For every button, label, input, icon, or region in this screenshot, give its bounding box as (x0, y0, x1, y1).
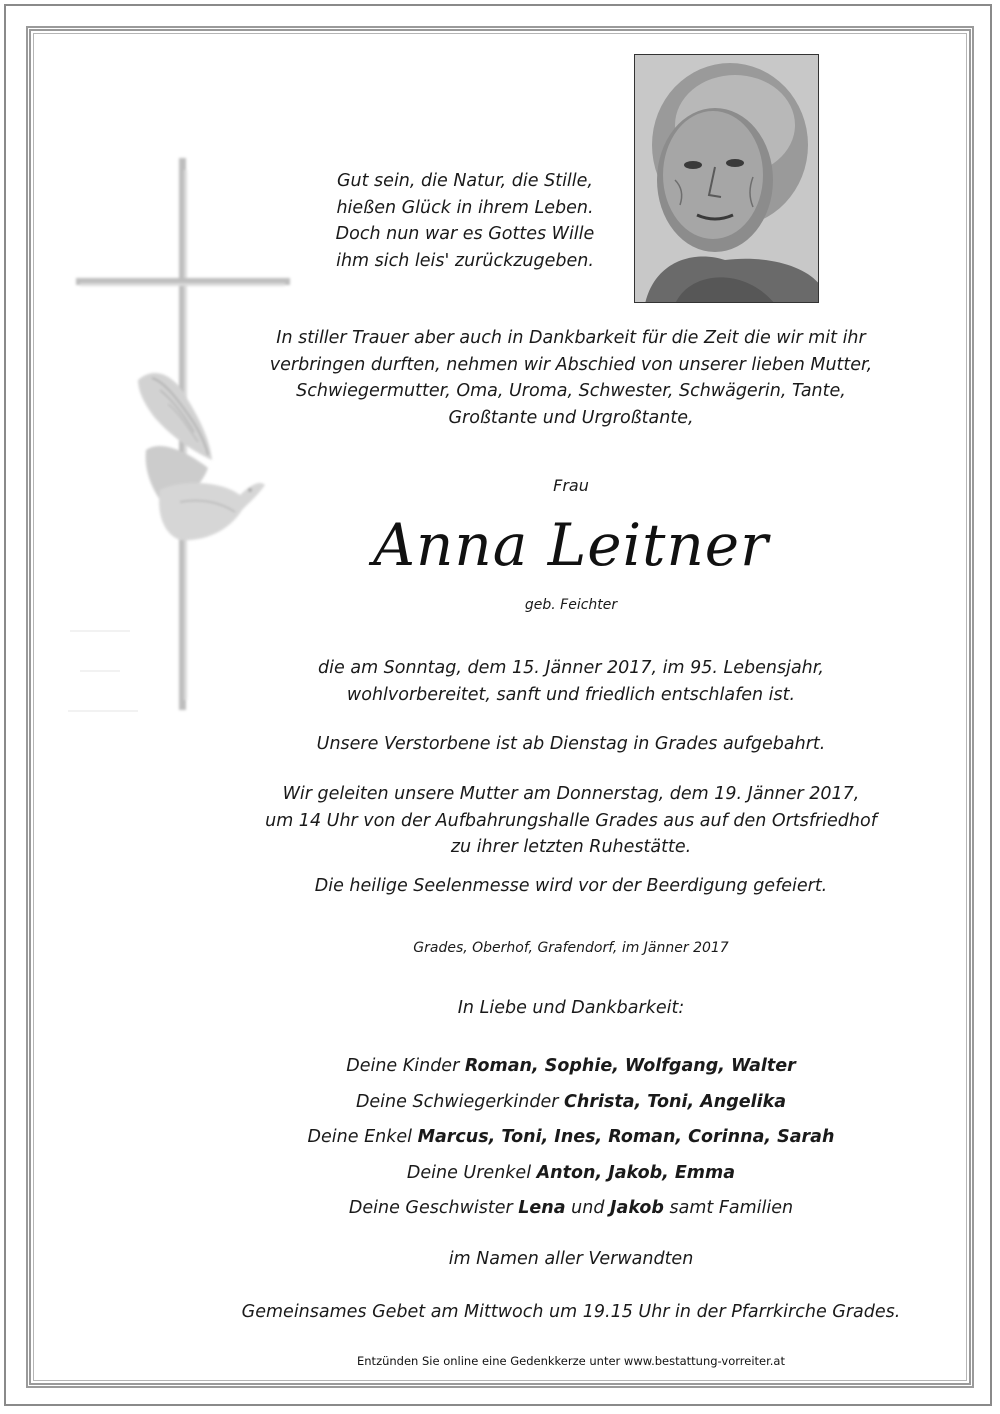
sibling-suffix: samt Familien (669, 1198, 794, 1218)
poem-line: ihm sich leis' zurückzugeben. (336, 250, 594, 271)
family-line-great-grandchildren (230, 1156, 912, 1192)
family-names: Roman, Sophie, Wolfgang, Walter (464, 1056, 796, 1076)
names-all-line: im Namen aller Verwandten (448, 1249, 694, 1269)
family-line-in-laws (230, 1085, 912, 1121)
love-line: In Liebe und Dankbarkeit: (457, 998, 685, 1018)
family-prefix: Deine Kinder (346, 1056, 460, 1076)
intro-line: Großtante und Urgroßtante, (448, 407, 694, 428)
place-date: Grades, Oberhof, Grafendorf, im Jänner 2017 (413, 940, 729, 956)
sibling-name: Lena (518, 1198, 566, 1218)
portrait-photo (634, 54, 819, 303)
family-list (230, 1049, 912, 1227)
intro-line: verbringen durften, nehmen wir Abschied von unserer lieben Mutter, (269, 354, 873, 375)
family-names: Marcus, Toni, Ines, Roman, Corinna, Sarah (417, 1127, 835, 1147)
intro-line: In stiller Trauer aber auch in Dankbarkeit für die Zeit die wir mit ihr (276, 328, 866, 348)
salutation: Frau (553, 476, 589, 495)
burial-line: zu ihrer letzten Ruhestätte. (450, 837, 692, 857)
poem-line: hießen Glück in ihrem Leben. (336, 197, 594, 218)
family-names: Christa, Toni, Angelika (564, 1091, 787, 1112)
online-candle-link[interactable]: Entzünden Sie online eine Gedenkkerze unter www.bestattung-vorreiter.at (357, 1354, 785, 1368)
family-line-grandchildren (230, 1120, 912, 1156)
sibling-name: Jakob (610, 1198, 664, 1218)
poem (330, 168, 600, 274)
burial-notice (230, 781, 912, 861)
family-line-siblings (230, 1191, 912, 1227)
family-prefix: Deine Enkel (307, 1127, 412, 1147)
laid-out-notice: Unsere Verstorbene ist ab Dienstag in Grades aufgebahrt. (316, 734, 826, 754)
family-names: Anton, Jakob, Emma (536, 1162, 736, 1183)
cross-with-praying-hands-icon (60, 150, 300, 730)
family-prefix: Deine Geschwister (348, 1198, 513, 1218)
poem-line: Gut sein, die Natur, die Stille, (336, 171, 593, 191)
deceased-name: Anna Leitner (373, 511, 769, 579)
intro-line: Schwiegermutter, Oma, Uroma, Schwester, Schwägerin, Tante, (296, 381, 846, 401)
death-notice (230, 655, 912, 708)
intro-paragraph (230, 325, 912, 431)
death-notice-line: wohlvorbereitet, sanft und friedlich entschlafen ist. (346, 684, 796, 705)
family-line-children (230, 1049, 912, 1085)
family-prefix: Deine Urenkel (406, 1162, 532, 1183)
maiden-name: geb. Feichter (524, 597, 618, 613)
death-notice-line: die am Sonntag, dem 15. Jänner 2017, im 95. Lebensjahr, (318, 658, 824, 678)
sibling-joiner: und (571, 1198, 605, 1218)
family-prefix: Deine Schwiegerkinder (355, 1091, 559, 1112)
poem-line: Doch nun war es Gottes Wille (335, 224, 595, 244)
burial-line: um 14 Uhr von der Aufbahrungshalle Grades aus auf den Ortsfriedhof (265, 810, 877, 831)
prayer-notice: Gemeinsames Gebet am Mittwoch um 19.15 Uhr in der Pfarrkirche Grades. (241, 1302, 901, 1322)
burial-line: Wir geleiten unsere Mutter am Donnerstag, dem 19. Jänner 2017, (282, 784, 860, 804)
mass-notice: Die heilige Seelenmesse wird vor der Beerdigung gefeiert. (314, 876, 828, 896)
